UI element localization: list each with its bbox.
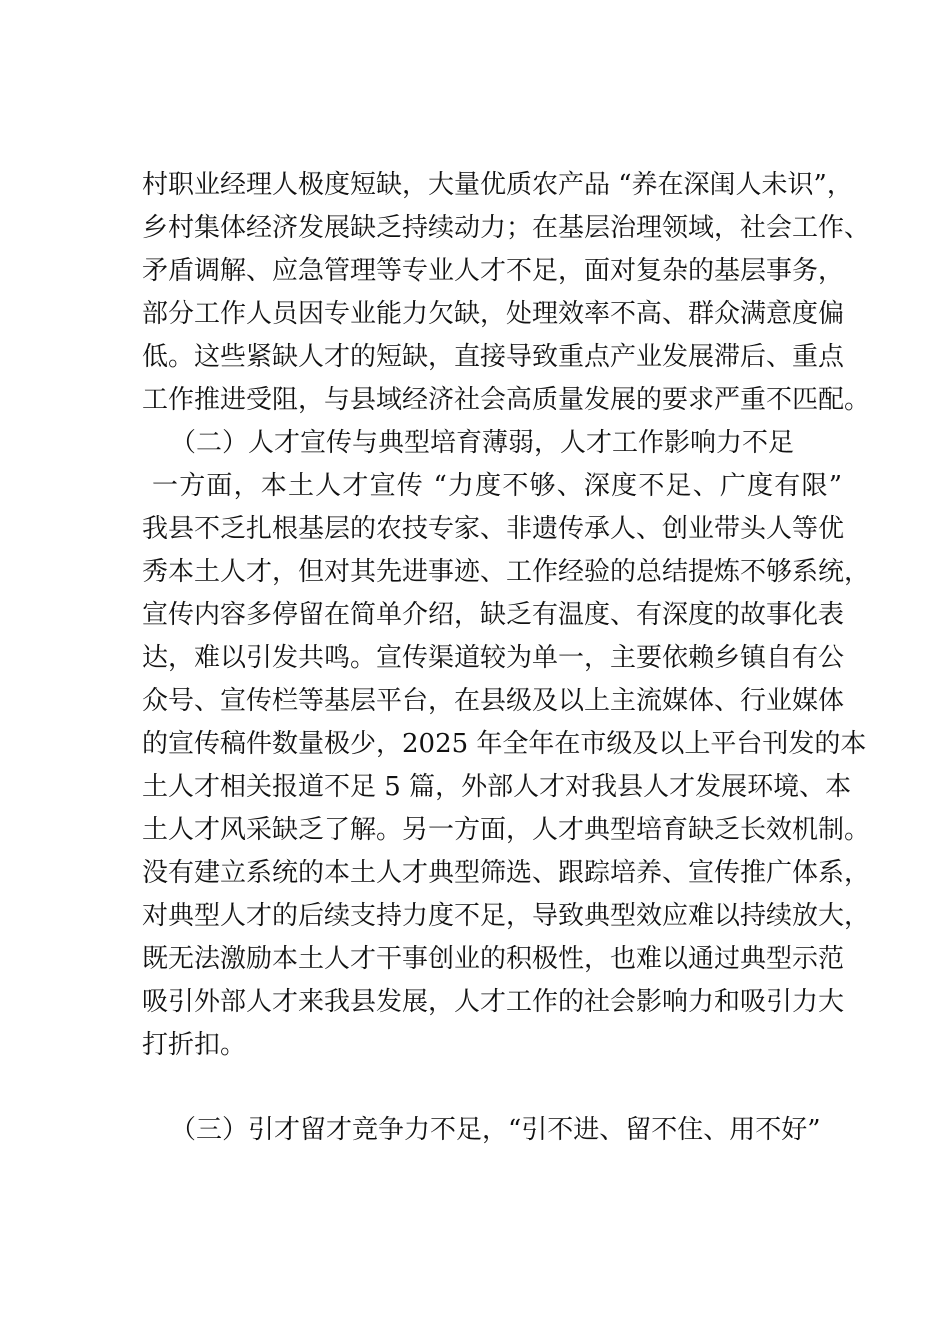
paragraph-line: 工作推进受阻，与县域经济社会高质量发展的要求严重不匹配。: [142, 385, 871, 415]
paragraph-line: 没有建立系统的本土人才典型筛选、跟踪培养、宣传推广体系，: [142, 858, 871, 888]
paragraph-line: 村职业经理人极度短缺，大量优质农产品 “养在深闺人未识”，: [142, 170, 853, 200]
paragraph-line: 吸引外部人才来我县发展，人才工作的社会影响力和吸引力大: [142, 987, 845, 1017]
paragraph-line: 达，难以引发共鸣。宣传渠道较为单一，主要依赖乡镇自有公: [142, 643, 845, 673]
paragraph-line: 既无法激励本土人才干事创业的积极性，也难以通过典型示范: [142, 944, 845, 974]
paragraph-line: 土人才风采缺乏了解。另一方面，人才典型培育缺乏长效机制。: [142, 815, 871, 845]
paragraph-line: 部分工作人员因专业能力欠缺，处理效率不高、群众满意度偏: [142, 299, 845, 329]
section-heading: （二）人才宣传与典型培育薄弱，人才工作影响力不足: [170, 428, 795, 458]
paragraph-line: 的宣传稿件数量极少，2025 年全年在市级及以上平台刊发的本: [142, 729, 867, 759]
paragraph-line: 我县不乏扎根基层的农技专家、非遗传承人、创业带头人等优: [142, 514, 845, 544]
paragraph-line: 土人才相关报道不足 5 篇，外部人才对我县人才发展环境、本: [142, 772, 852, 802]
paragraph-line: 众号、宣传栏等基层平台，在县级及以上主流媒体、行业媒体: [142, 686, 845, 716]
paragraph-line: 宣传内容多停留在简单介绍，缺乏有温度、有深度的故事化表: [142, 600, 845, 630]
paragraph-line: 矛盾调解、应急管理等专业人才不足，面对复杂的基层事务，: [142, 256, 845, 286]
paragraph-line: 对典型人才的后续支持力度不足，导致典型效应难以持续放大，: [142, 901, 871, 931]
paragraph-line: 打折扣。: [142, 1030, 247, 1060]
paragraph-line: 乡村集体经济发展缺乏持续动力；在基层治理领域，社会工作、: [142, 213, 871, 243]
paragraph-line: 低。这些紧缺人才的短缺，直接导致重点产业发展滞后、重点: [142, 342, 845, 372]
paragraph-line: 秀本土人才，但对其先进事迹、工作经验的总结提炼不够系统，: [142, 557, 871, 587]
section-heading: （三）引才留才竞争力不足，“引不进、留不住、用不好”: [170, 1115, 821, 1145]
paragraph-line: 一方面，本土人才宣传 “力度不够、深度不足、广度有限”: [152, 471, 842, 501]
